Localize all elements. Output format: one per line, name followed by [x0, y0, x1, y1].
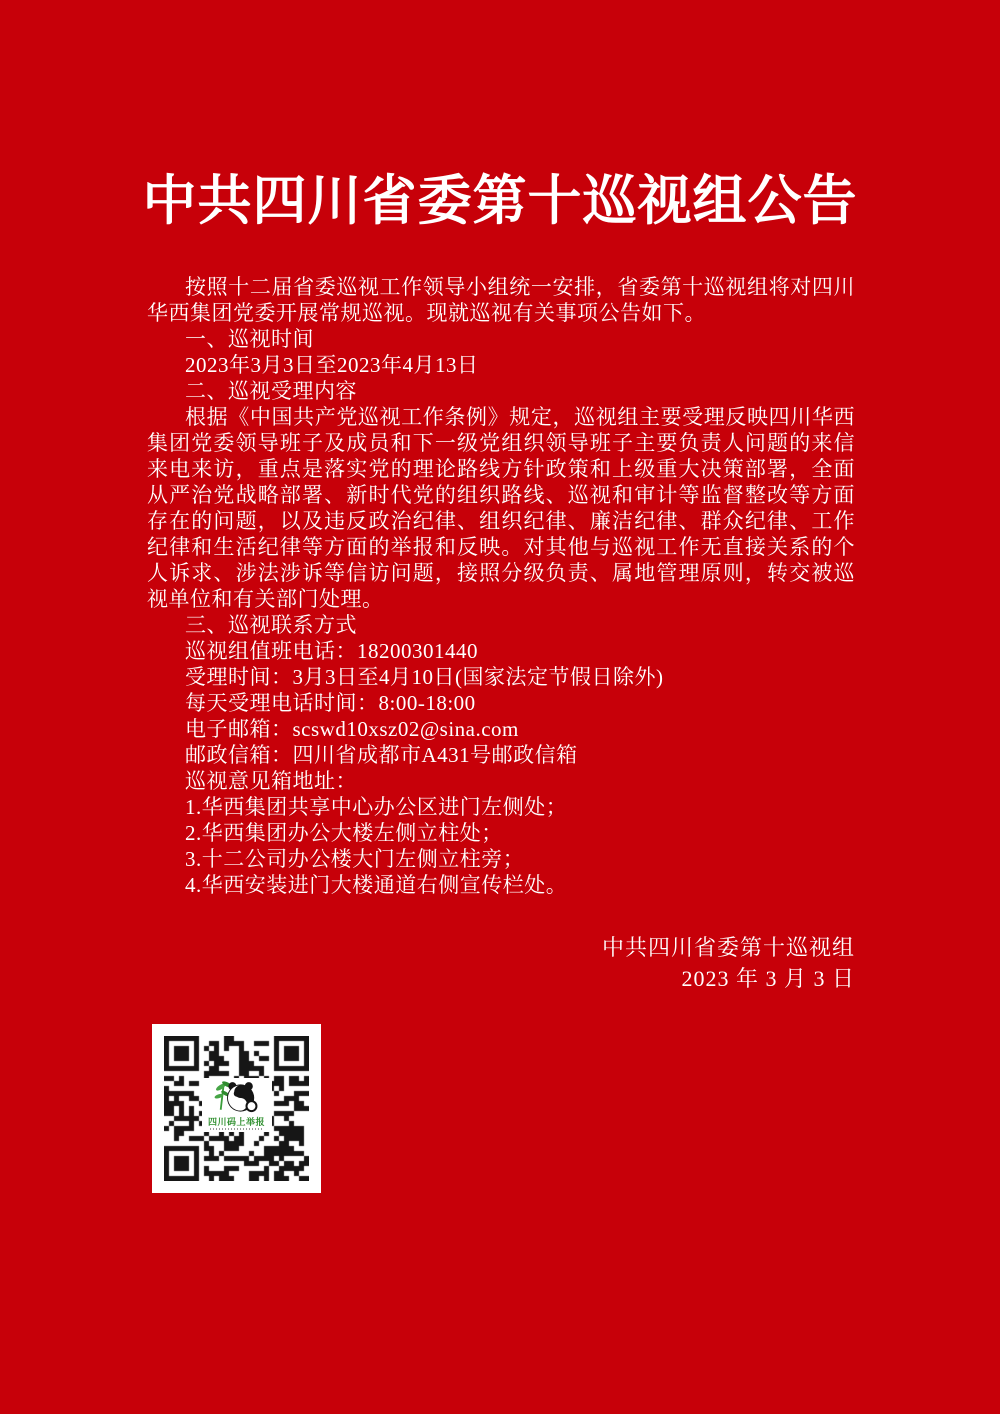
acceptance-scope-paragraph: 根据《中国共产党巡视工作条例》规定，巡视组主要受理反映四川华西集团党委领导班子及成员和下一级党组织领导班子主要负责人问题的来信来电来访，重点是落实党的理论路线方针政策和上级重大决策部署，全面从严治党战略部署、新时代党的组织路线、巡视和审计等监督整改等方面存在的问题，以及违反政治纪律、组织纪律、廉洁纪律、群众纪律、工作纪律和生活纪律等方面的举报和反映。对其他与巡视工作无直接关系的个人诉求、涉法涉诉等信访问题，接照分级负责、属地管理原则，转交被巡视单位和有关部门处理。	[147, 405, 855, 611]
mailbox-heading: 巡视意见箱地址：	[185, 769, 357, 793]
po-box: 邮政信箱：四川省成都市A431号邮政信箱	[185, 743, 578, 767]
section1-heading: 一、巡视时间	[185, 327, 314, 351]
qr-logo-text: 四川码上举报	[207, 1117, 265, 1128]
signature-date: 2023 年 3 月 3 日	[681, 966, 855, 991]
section2-heading: 二、巡视受理内容	[185, 379, 357, 403]
mailbox-location-1: 1.华西集团共享中心办公区进门左侧处；	[185, 795, 568, 819]
daily-phone-hours: 每天受理电话时间：8:00-18:00	[185, 691, 476, 715]
qr-logo-microtext-line	[210, 1128, 264, 1130]
mailbox-location-4: 4.华西安装进门大楼通道右侧宣传栏处。	[185, 873, 568, 897]
inspection-period: 2023年3月3日至2023年4月13日	[185, 353, 479, 377]
mailbox-location-2: 2.华西集团办公大楼左侧立柱处；	[185, 821, 503, 845]
email-address: 电子邮箱：scswd10xsz02@sina.com	[185, 717, 519, 741]
mailbox-location-3: 3.十二公司办公楼大门左侧立柱旁；	[185, 847, 525, 871]
section3-heading: 三、巡视联系方式	[185, 613, 357, 637]
qr-logo	[202, 1078, 272, 1132]
announcement-body	[147, 274, 855, 898]
page-title: 中共四川省委第十巡视组公告	[142, 171, 858, 231]
qr-code	[152, 1024, 321, 1193]
acceptance-time: 受理时间：3月3日至4月10日(国家法定节假日除外)	[185, 665, 664, 689]
intro-paragraph: 按照十二届省委巡视工作领导小组统一安排，省委第十巡视组将对四川华西集团党委开展常规巡视。现就巡视有关事项公告如下。	[147, 275, 855, 325]
signature-org: 中共四川省委第十巡视组	[601, 935, 855, 960]
signature-block	[147, 932, 855, 994]
duty-phone: 巡视组值班电话：18200301440	[185, 639, 478, 663]
panda-bamboo-icon	[213, 1079, 261, 1117]
